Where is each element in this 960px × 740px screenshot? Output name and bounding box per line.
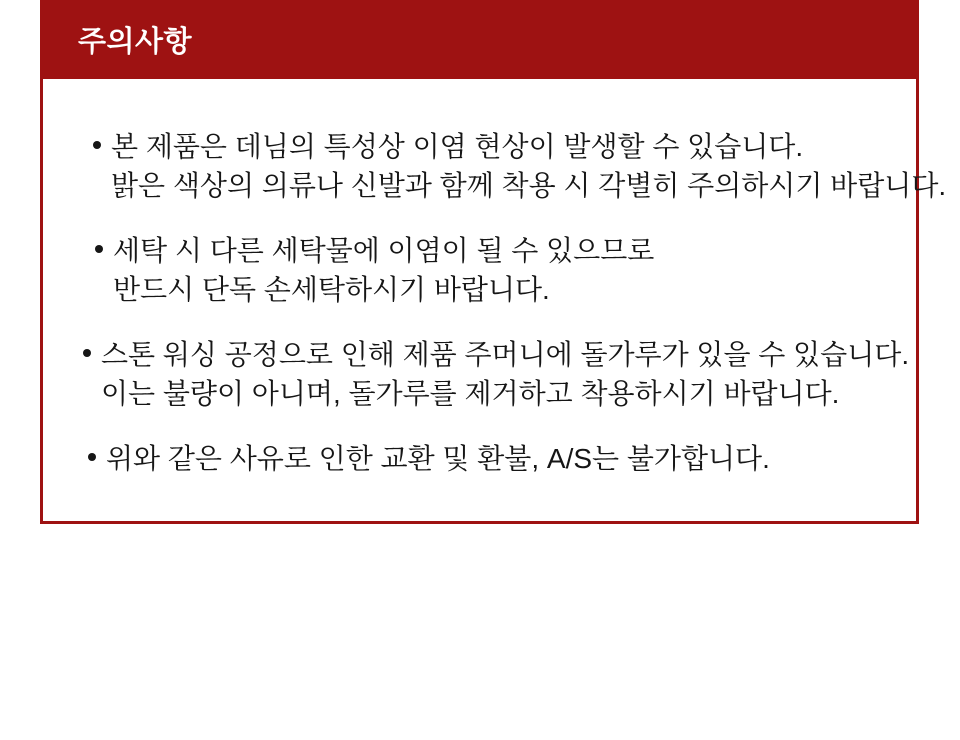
bullet-icon — [93, 141, 101, 149]
bullet-icon — [88, 453, 96, 461]
notice-item-text — [113, 231, 654, 309]
notice-line: 위와 같은 사유로 인한 교환 및 환불, A/S는 불가합니다. — [106, 443, 770, 474]
notice-item-text — [101, 335, 909, 413]
notice-item — [95, 231, 886, 309]
bullet-icon — [83, 349, 91, 357]
notice-line: 이는 불량이 아니며, 돌가루를 제거하고 착용하시기 바랍니다. — [101, 378, 840, 409]
bullet-icon — [95, 245, 103, 253]
page-title: 주의사항 — [78, 26, 193, 58]
notice-line: 반드시 단독 손세탁하시기 바랍니다. — [113, 274, 550, 305]
notice-line: 본 제품은 데님의 특성상 이염 현상이 발생할 수 있습니다. — [111, 131, 804, 162]
notice-card — [40, 0, 947, 524]
notice-item — [88, 439, 886, 478]
notice-item-text — [111, 127, 946, 205]
notice-header — [40, 0, 919, 79]
notice-item-text — [106, 439, 770, 478]
notice-body — [40, 79, 947, 524]
notice-line: 스톤 워싱 공정으로 인해 제품 주머니에 돌가루가 있을 수 있습니다. — [101, 339, 910, 370]
notice-line: 세탁 시 다른 세탁물에 이염이 될 수 있으므로 — [113, 235, 655, 266]
notice-item — [93, 127, 947, 205]
notice-list — [93, 127, 947, 478]
notice-line: 밝은 색상의 의류나 신발과 함께 착용 시 각별히 주의하시기 바랍니다. — [111, 170, 947, 201]
notice-item — [83, 335, 910, 413]
